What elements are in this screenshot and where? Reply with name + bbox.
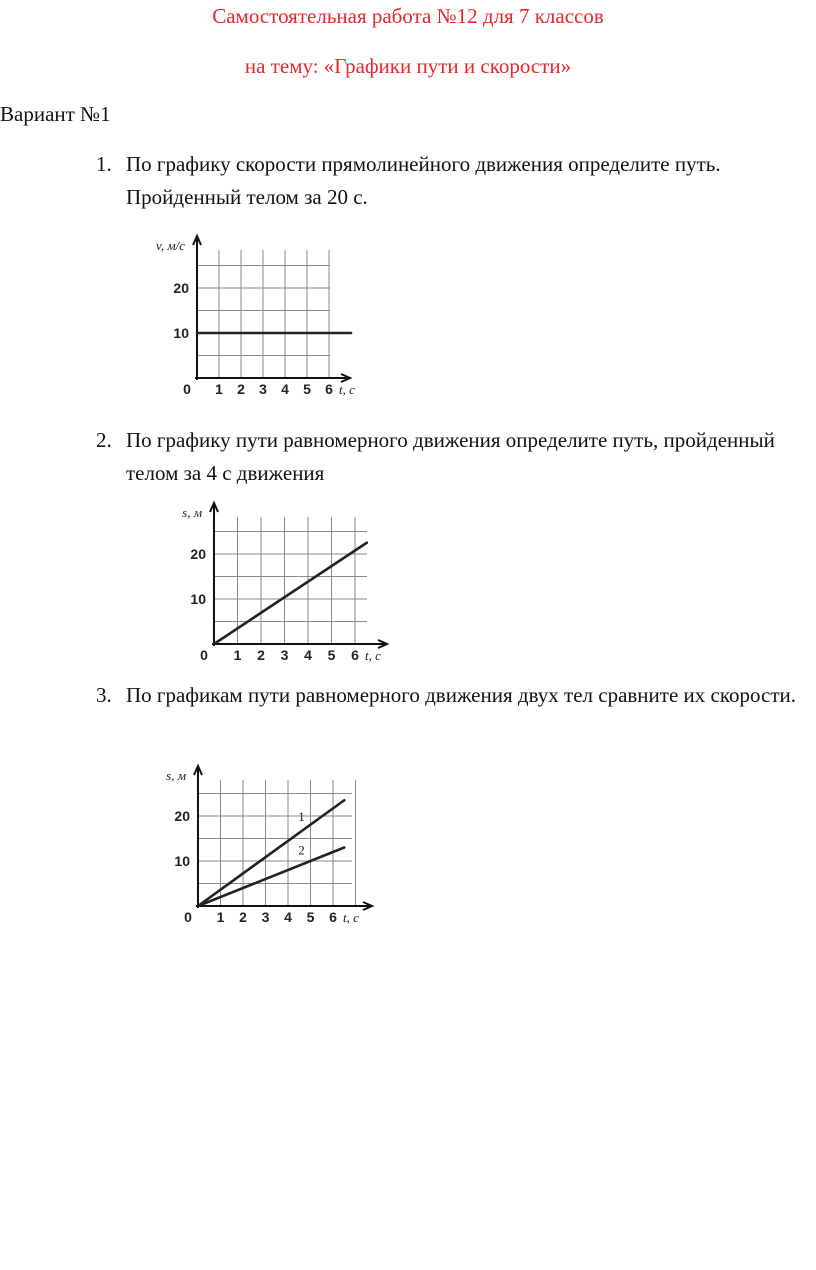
two-bodies-distance-chart: [145, 760, 395, 935]
y-tick-label: 10: [174, 853, 190, 869]
worksheet-topic: на тему: «Графики пути и скорости»: [244, 54, 572, 78]
task-text: По графикам пути равномерного движения двух тел сравните их скорости.: [126, 683, 796, 707]
x-axis-label: t, с: [343, 910, 359, 925]
x-tick-label: 1: [216, 909, 225, 925]
variant-label: Вариант №1: [0, 102, 111, 126]
task-number: 3.: [96, 683, 112, 707]
x-axis-label: t, с: [339, 382, 355, 397]
x-tick-label: 5: [327, 647, 336, 663]
y-tick-label: 10: [190, 591, 206, 607]
task-text: По графику пути равномерного движения определите путь, пройденный телом за 4 с движения: [126, 428, 775, 485]
task-text: По графику скорости прямолинейного движения определите путь. Пройденный телом за 20 с.: [126, 152, 721, 209]
worksheet-title: Самостоятельная работа №12 для 7 классов: [212, 4, 604, 28]
x-tick-label: 6: [325, 381, 333, 397]
x-tick-label: 5: [306, 909, 315, 925]
task-number: 2.: [96, 428, 112, 452]
x-tick-label: 3: [261, 909, 270, 925]
y-tick-label: 20: [174, 808, 190, 824]
series-label: 1: [298, 809, 305, 825]
task-number: 1.: [96, 152, 112, 176]
y-axis-label: v, м/с: [156, 238, 185, 253]
x-tick-label: 4: [284, 909, 292, 925]
y-tick-label: 10: [173, 325, 189, 341]
x-tick-label: 2: [237, 381, 245, 397]
velocity-chart: [130, 228, 400, 408]
series-line-2: [198, 848, 344, 907]
x-tick-label: 0: [200, 647, 208, 663]
y-axis-label: s, м: [182, 505, 202, 520]
series-line-1: [214, 543, 367, 644]
y-axis-label: s, м: [166, 768, 186, 783]
x-tick-label: 2: [239, 909, 247, 925]
x-tick-label: 1: [233, 647, 242, 663]
distance-chart: [160, 500, 410, 675]
x-axis-label: t, с: [365, 648, 381, 663]
x-tick-label: 5: [303, 381, 311, 397]
x-tick-label: 0: [184, 909, 192, 925]
x-tick-label: 4: [304, 647, 312, 663]
x-tick-label: 3: [259, 381, 267, 397]
x-tick-label: 6: [329, 909, 337, 925]
y-tick-label: 20: [173, 280, 189, 296]
x-tick-label: 4: [281, 381, 289, 397]
y-tick-label: 20: [190, 546, 206, 562]
x-tick-label: 0: [183, 381, 191, 397]
x-tick-label: 2: [257, 647, 265, 663]
x-tick-label: 1: [215, 381, 223, 397]
x-tick-label: 6: [351, 647, 359, 663]
series-label: 2: [298, 842, 305, 858]
x-tick-label: 3: [280, 647, 289, 663]
